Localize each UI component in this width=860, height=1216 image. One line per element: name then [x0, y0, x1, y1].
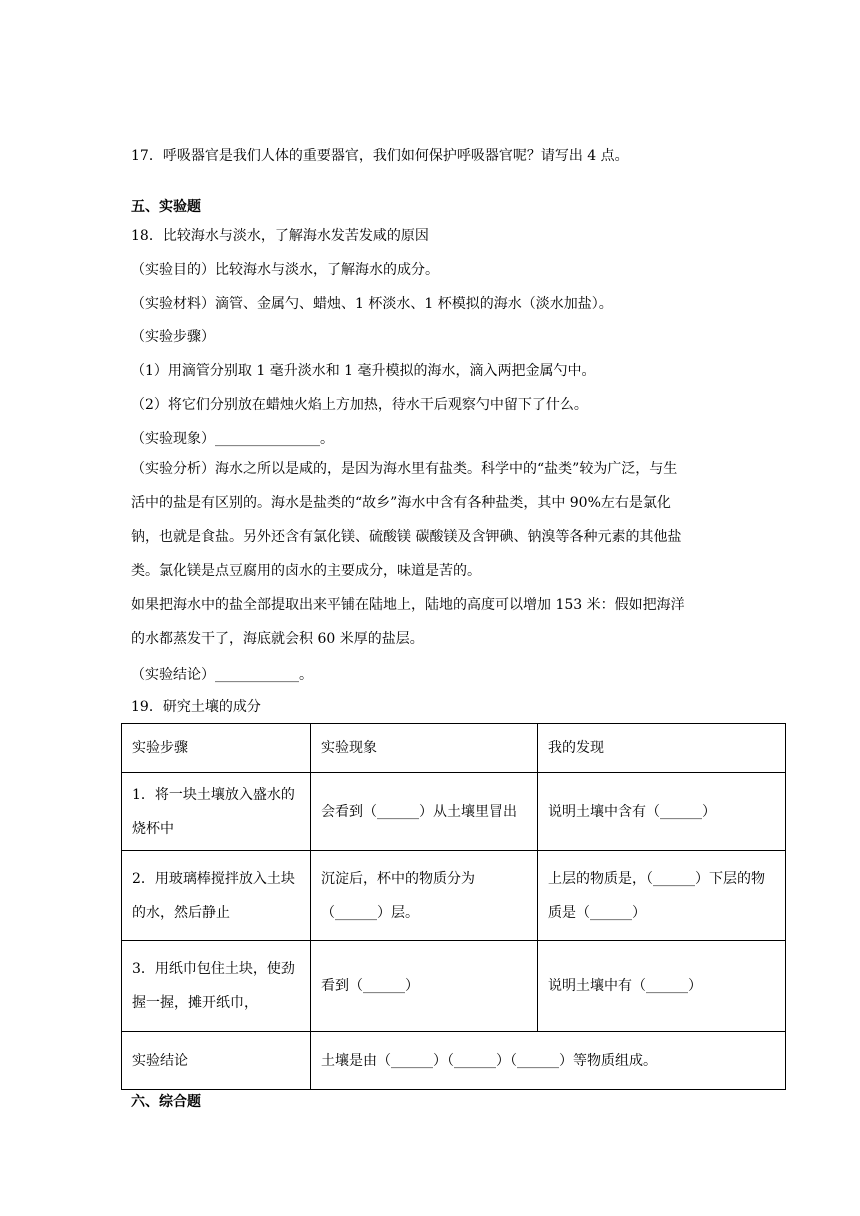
extra-line: 如果把海水中的盐全部提取出来平铺在陆地上，陆地的高度可以增加 153 米：假如把海洋 — [131, 597, 685, 613]
q18-analysis — [131, 452, 747, 588]
soil-experiment-table — [121, 723, 786, 1090]
q18-extra — [131, 588, 747, 656]
table-cell: 沉淀后，杯中的物质分为（______）层。 — [311, 851, 538, 941]
q18-materials: （实验材料）滴管、金属勺、蜡烛、1 杯淡水、1 杯模拟的海水（淡水加盐）。 — [131, 296, 613, 312]
q18-steps-label: （实验步骤） — [131, 329, 215, 345]
table-cell: 上层的物质是，（______）下层的物质是（______） — [538, 851, 786, 941]
section-6-heading: 六、综合题 — [131, 1094, 201, 1110]
table-cell: 说明土壤中含有（______） — [538, 773, 786, 851]
table-conclusion-row — [122, 1032, 786, 1090]
table-cell: 说明土壤中有（______） — [538, 941, 786, 1032]
table-header-row — [122, 724, 786, 773]
analysis-line: 钠，也就是食盐。另外还含有氯化镁、硫酸镁 碳酸镁及含钾碘、钠溴等各种元素的其他盐 — [131, 529, 682, 545]
question-18-title: 18．比较海水与淡水，了解海水发苦发咸的原因 — [131, 228, 429, 244]
q18-step-2: （2）将它们分别放在蜡烛火焰上方加热，待水干后观察勺中留下了什么。 — [131, 397, 588, 413]
conclusion-label-cell: 实验结论 — [122, 1032, 311, 1090]
table-cell: 看到（______） — [311, 941, 538, 1032]
table-cell: 1．将一块土壤放入盛水的烧杯中 — [122, 773, 311, 851]
header-cell: 实验步骤 — [122, 724, 311, 773]
conclusion-text-cell: 土壤是由（______）（______）（______）等物质组成。 — [311, 1032, 786, 1090]
q18-purpose: （实验目的）比较海水与淡水，了解海水的成分。 — [131, 262, 439, 278]
extra-line: 的水都蒸发干了，海底就会积 60 米厚的盐层。 — [131, 631, 424, 647]
question-19-title: 19．研究土壤的成分 — [131, 699, 261, 715]
q18-step-1: （1）用滴管分别取 1 毫升淡水和 1 毫升模拟的海水，滴入两把金属勺中。 — [131, 363, 596, 379]
table-cell: 3．用纸巾包住土块，使劲握一握，摊开纸巾， — [122, 941, 311, 1032]
header-cell: 实验现象 — [311, 724, 538, 773]
header-cell: 我的发现 — [538, 724, 786, 773]
table-cell: 会看到（______）从土壤里冒出 — [311, 773, 538, 851]
table-row — [122, 941, 786, 1032]
analysis-line: 类。氯化镁是点豆腐用的卤水的主要成分，味道是苦的。 — [131, 563, 481, 579]
q18-conclusion: （实验结论）____________。 — [131, 667, 313, 683]
analysis-line: （实验分析）海水之所以是咸的，是因为海水里有盐类。科学中的“盐类”较为广泛，与生 — [131, 461, 678, 477]
table-cell: 2．用玻璃棒搅拌放入土块的水，然后静止 — [122, 851, 311, 941]
question-17: 17．呼吸器官是我们人体的重要器官，我们如何保护呼吸器官呢？请写出 4 点。 — [131, 148, 629, 164]
table-row — [122, 773, 786, 851]
section-5-heading: 五、实验题 — [131, 199, 201, 215]
q18-phenomenon: （实验现象）_______________。 — [131, 431, 334, 447]
table-row — [122, 851, 786, 941]
analysis-line: 活中的盐是有区别的。海水是盐类的“故乡”海水中含有各种盐类，其中 90%左右是氯化 — [131, 495, 671, 511]
